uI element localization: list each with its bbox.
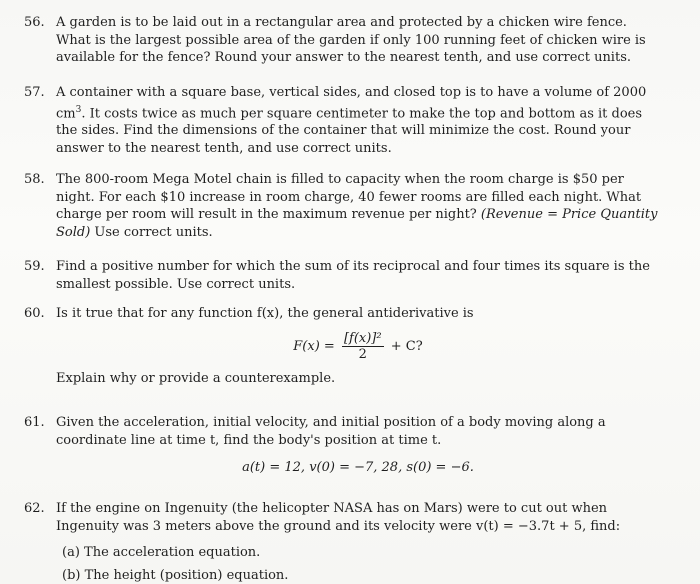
problem-number: 56.: [24, 15, 45, 30]
problem-number: 60.: [24, 306, 45, 321]
problem-60: [24, 305, 660, 387]
problem-number: 58.: [24, 172, 45, 187]
problem-followup: Explain why or provide a counterexample.: [56, 370, 336, 386]
problem-text: The 800-room Mega Motel chain is filled to capacity when the room charge is $50 per night. For each $10 increase in room charge, 40 fewer rooms are filled each night. What charge per room will result in the maximum revenue per night? (Revenue = Price Quantity Sold) Use correct units.: [56, 172, 658, 240]
problem-number: 57.: [24, 85, 45, 100]
problem-59: [24, 258, 660, 293]
problem-number: 59.: [24, 259, 45, 274]
fraction: $\frac{\text{[f(x)]²}}{2}$: [343, 330, 382, 362]
problem-text: Is it true that for any function f(x), the general antiderivative is: [56, 306, 474, 321]
problem-text: A garden is to be laid out in a rectangular area and protected by a chicken wire fence. What is the largest possible area of the garden if only 100 running feet of chicken wire is available for the fence? Round your answer to the nearest tenth, and use correct units.: [56, 15, 646, 65]
initial-conditions-equation: a(t) = 12, v(0) = −7, 28, s(0) = −6.: [242, 460, 474, 475]
part-b: (b) The height (position) equation.: [62, 567, 289, 583]
problem-61: [24, 414, 660, 477]
problem-text: If the engine on Ingenuity (the helicopter NASA has on Mars) were to cut out when Ingenuity was 3 meters above the ground and its velocity were v(t) = −3.7t + 5, find:: [56, 501, 621, 534]
problem-number: 61.: [24, 415, 45, 430]
problem-56: [24, 14, 660, 67]
part-a: (a) The acceleration equation.: [62, 545, 261, 560]
problem-text: Given the acceleration, initial velocity, and initial position of a body moving along a coordinate line at time t, find the body's position at time t.: [56, 415, 606, 448]
problem-57: [24, 84, 660, 157]
antiderivative-equation: F(x) = $\frac{\text{[f(x)]²}}{2}$ + C?: [293, 330, 423, 362]
problem-text: A container with a square base, vertical sides, and closed top is to have a volume of 2000 $cm^3$. It costs twice as much per square centimeter to make the top and bottom as it does the sides. Find the dimensions of the container that will minimize the cost. Round your answer to the nearest tenth, and use correct units.: [56, 85, 647, 156]
problem-number: 62.: [24, 501, 45, 516]
problem-62: [24, 500, 660, 584]
problem-text: Find a positive number for which the sum of its reciprocal and four times its square is the smallest possible. Use correct units.: [56, 259, 650, 292]
problem-58: [24, 171, 660, 241]
